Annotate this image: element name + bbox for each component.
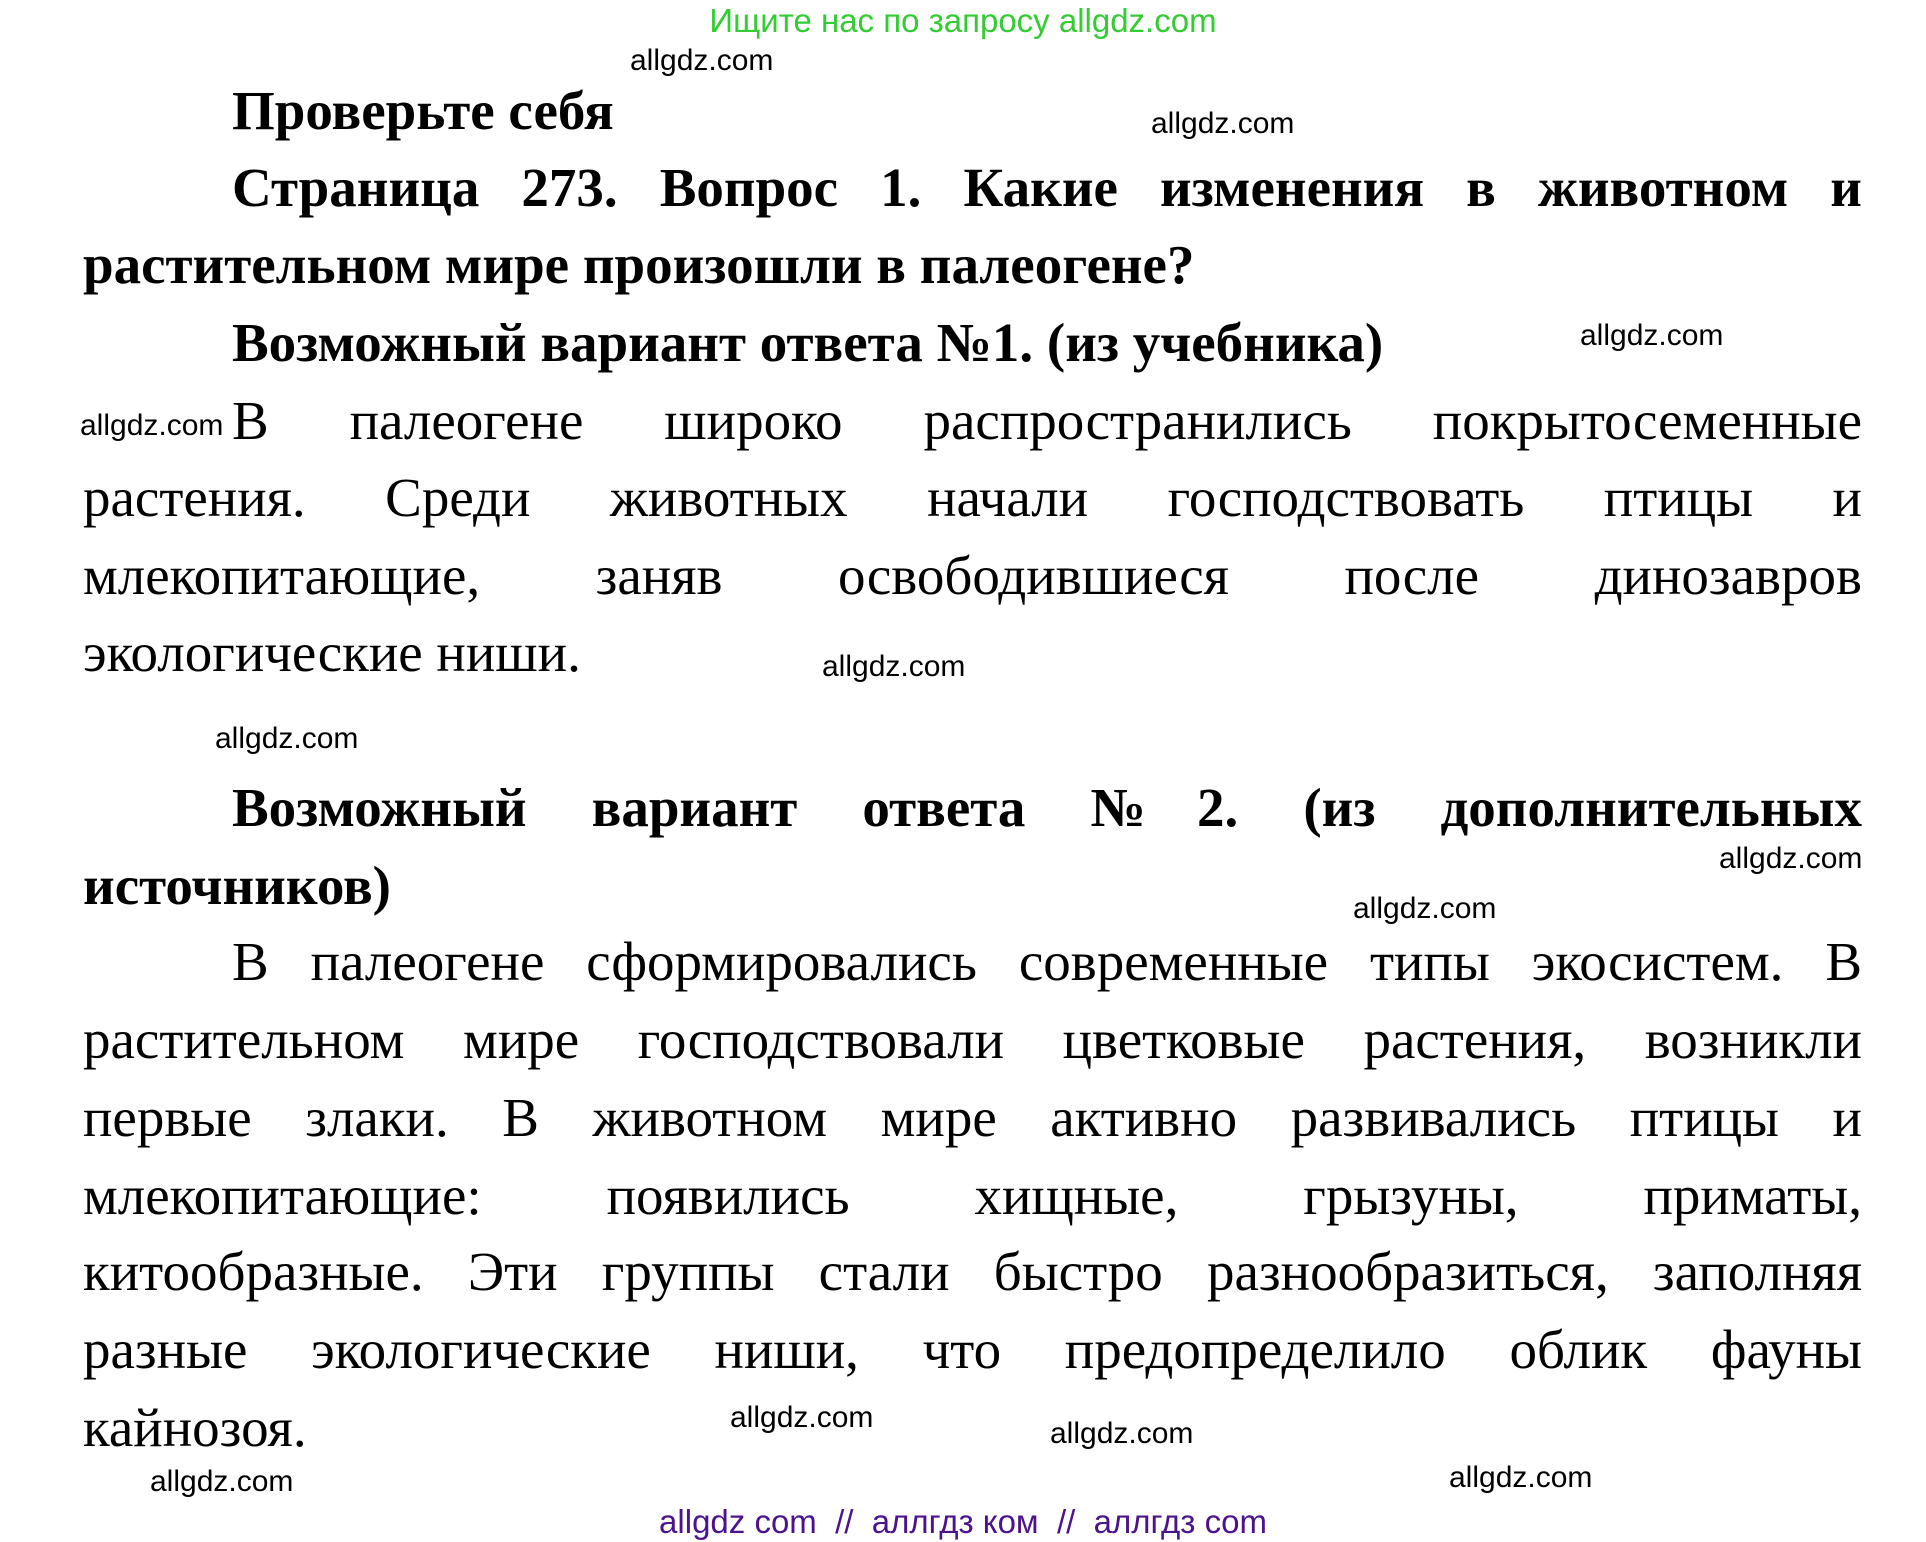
answer2-line: растительном мире господствовали цветковые растения, возникли [83,1009,1862,1070]
watermark: allgdz.com [1719,842,1863,875]
answer2-title-line-1: Возможный вариант ответа №2. (из дополнительных [232,777,1862,838]
watermark: allgdz.com [1449,1461,1593,1494]
answer2-line: В палеогене сформировались современные типы экосистем. В [232,931,1862,992]
watermark: allgdz.com [1353,892,1497,925]
footer-links: allgdz com // аллгдз ком // аллгдз com [659,1503,1267,1540]
watermark: allgdz.com [630,44,774,77]
answer2-line: первые злаки. В животном мире активно развивались птицы и [83,1087,1862,1148]
watermark: allgdz.com [1580,319,1724,352]
watermark: allgdz.com [730,1401,874,1434]
answer1-title: Возможный вариант ответа №1. (из учебника) [232,312,1384,373]
answer1-line: В палеогене широко распространились покрытосеменные [232,390,1862,451]
watermark: allgdz.com [1050,1417,1194,1450]
answer1-line: растения. Среди животных начали господствовать птицы и [83,467,1862,528]
answer2-line: китообразные. Эти группы стали быстро разнообразиться, заполняя [83,1241,1862,1302]
answer2-line: кайнозоя. [83,1397,307,1458]
answer2-title-line-2: источников) [83,855,391,916]
answer2-line: млекопитающие: появились хищные, грызуны, приматы, [83,1165,1862,1226]
section-title: Проверьте себя [232,80,614,141]
answer1-line: экологические ниши. [83,622,581,683]
question-line-1: Страница 273. Вопрос 1. Какие изменения в животном и [232,157,1862,218]
question-line-2: растительном мире произошли в палеогене? [83,234,1195,295]
watermark: allgdz.com [215,722,359,755]
answer1-line: млекопитающие, заняв освободившиеся после динозавров [83,545,1862,606]
watermark: allgdz.com [822,650,966,683]
watermark: allgdz.com [150,1465,294,1498]
header-banner: Ищите нас по запросу allgdz.com [709,2,1217,39]
watermark: allgdz.com [1151,107,1295,140]
watermark: allgdz.com [80,409,224,442]
answer2-line: разные экологические ниши, что предопределило облик фауны [83,1319,1862,1380]
